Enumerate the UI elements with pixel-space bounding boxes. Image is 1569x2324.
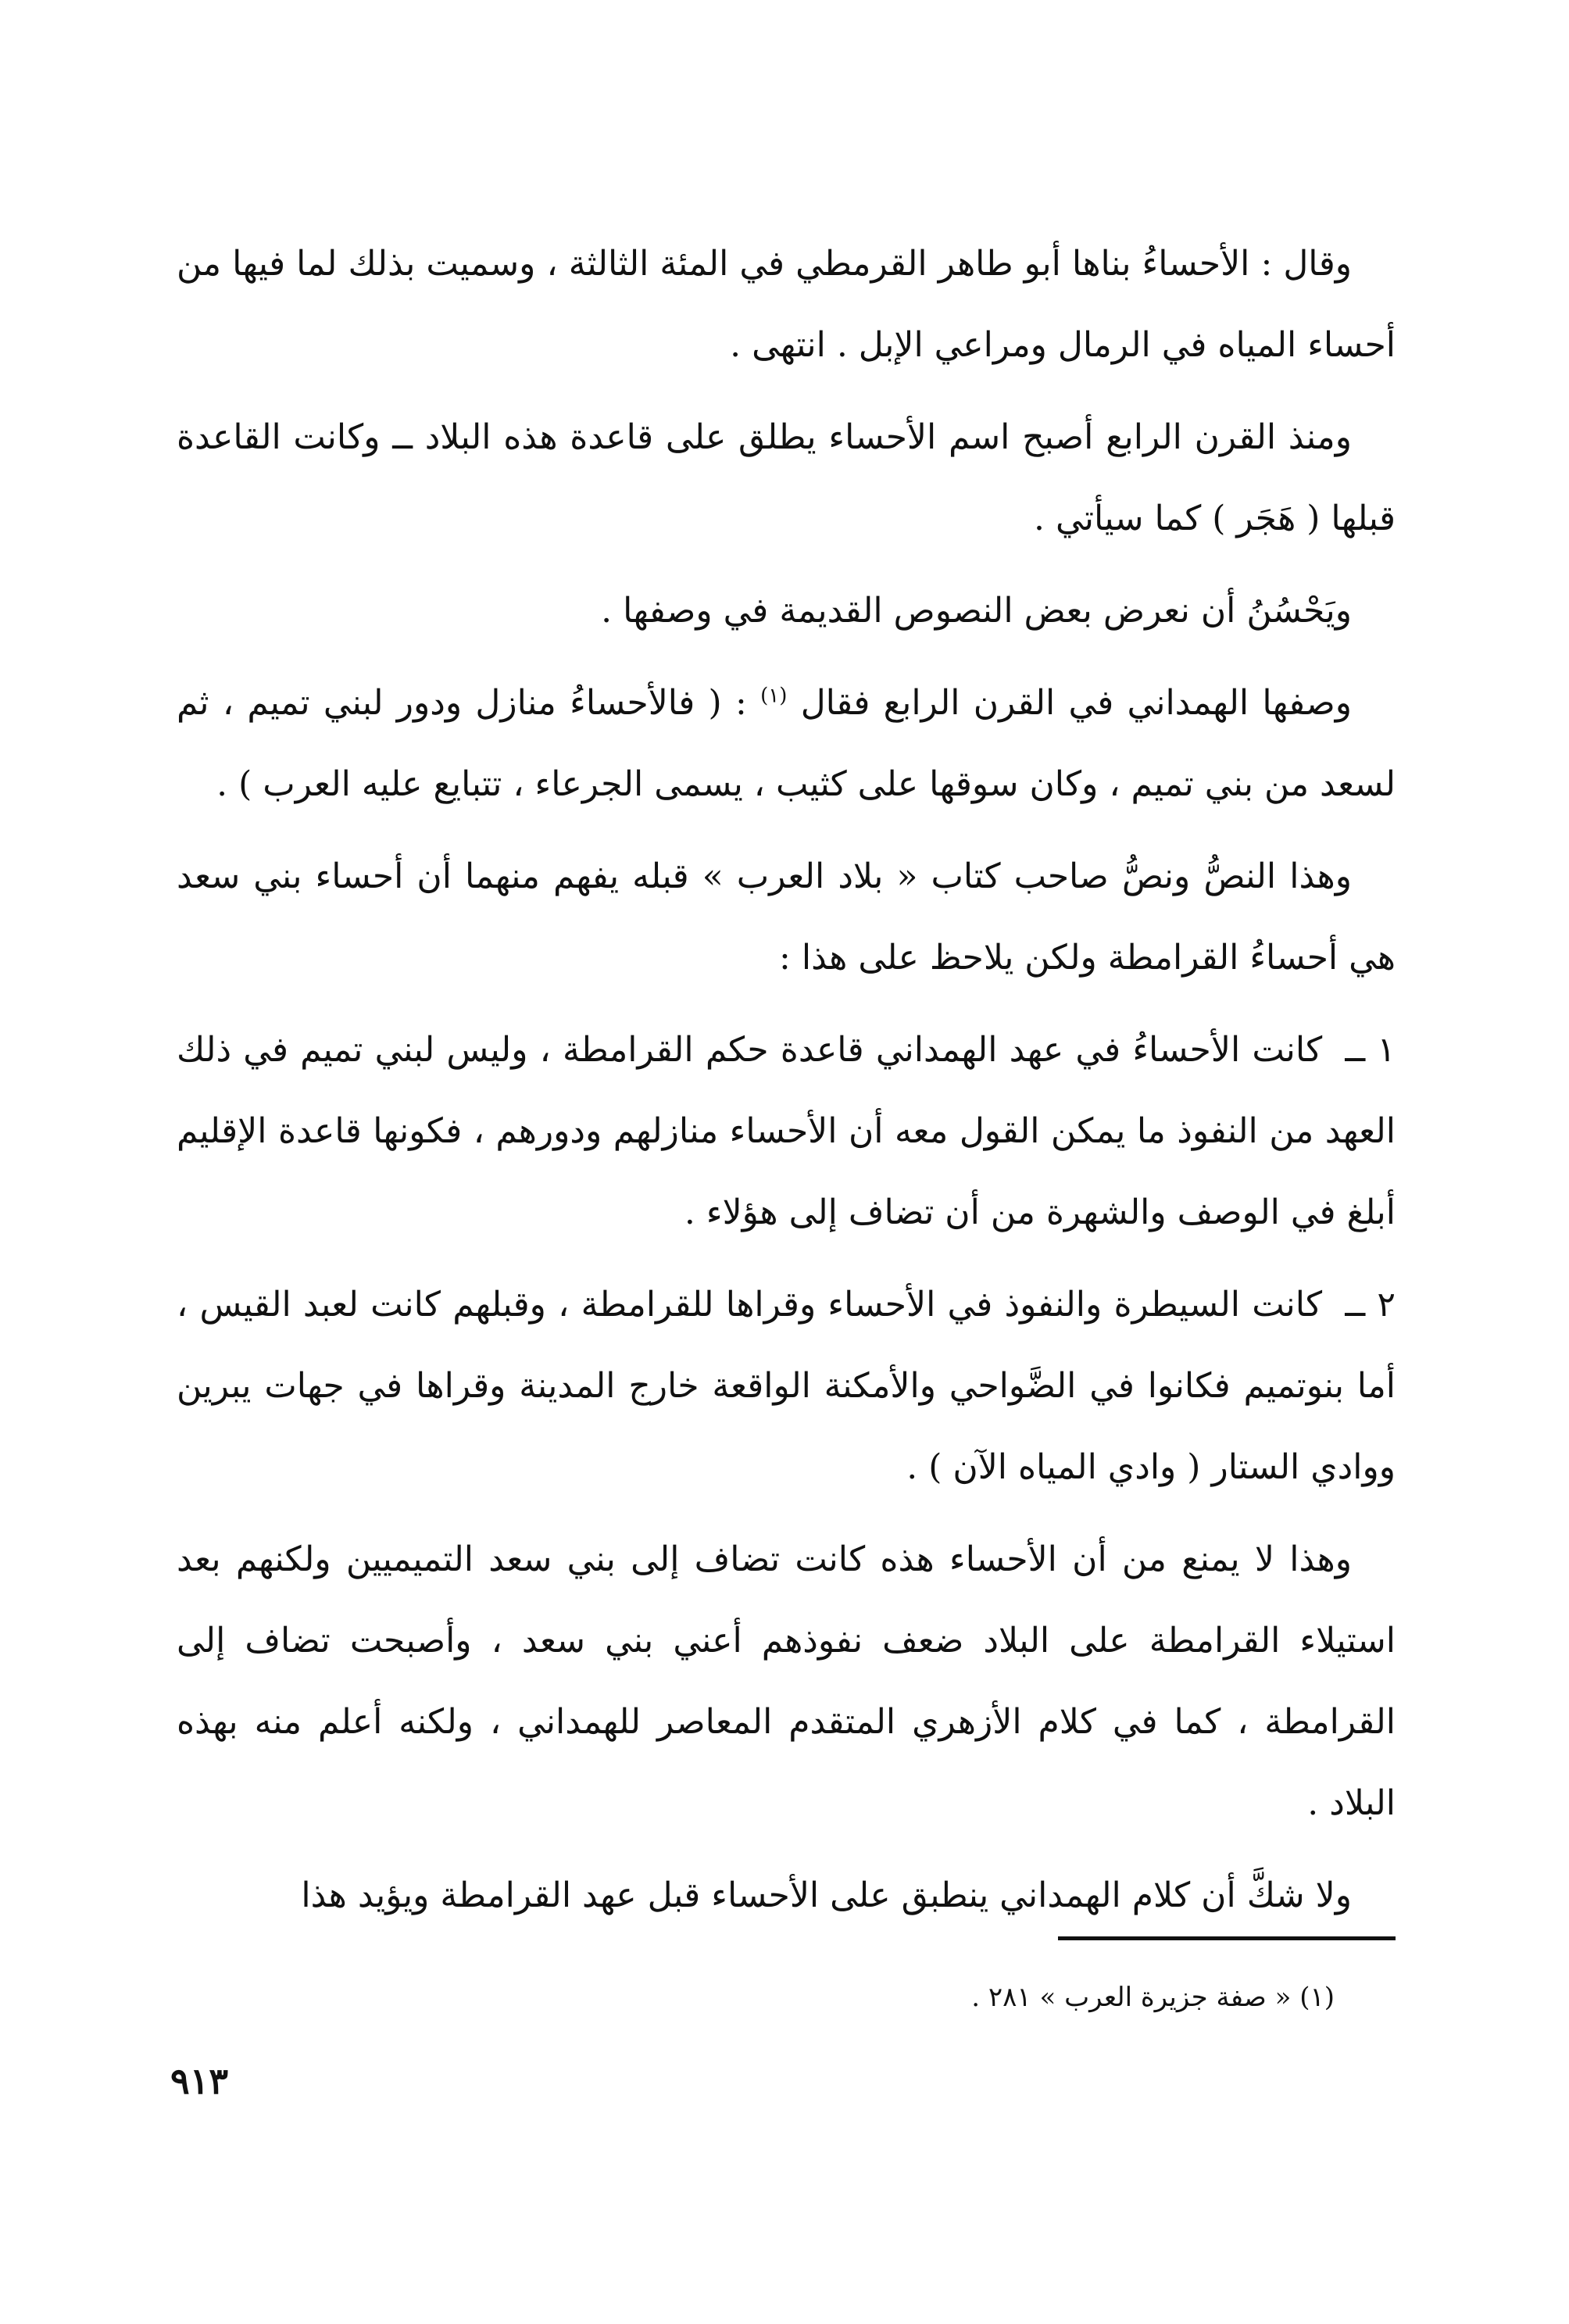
paragraph-text: وصفها الهمداني في القرن الرابع فقال <box>800 683 1352 723</box>
footnote-divider <box>1058 1936 1396 1940</box>
point-number: ١ ــ <box>1345 1030 1396 1070</box>
footnote: (١) « صفة جزيرة العرب » ٢٨١ . <box>971 1982 1335 2013</box>
point-number: ٢ ــ <box>1345 1285 1396 1325</box>
paragraph-text: ومنذ القرن الرابع أصبح اسم الأحساء يطلق على قاعدة هذه البلاد ــ وكانت القاعدة قبلها ( هَجَر ) كما سيأتي . <box>177 417 1396 538</box>
paragraph-text: وهذا النصُّ ونصُّ صاحب كتاب « بلاد العرب » قبله يفهم منهما أن أحساء بني سعد هي أحساءُ القرامطة ولكن يلاحظ على هذا : <box>177 856 1396 978</box>
main-text <box>177 223 1396 1947</box>
paragraph-text: وهذا لا يمنع من أن الأحساء هذه كانت تضاف إلى بني سعد التميميين ولكنهم بعد استيلاء القرامطة على البلاد ضعف نفوذهم أعني بني سعد ، وأصبحت تضاف إلى القرامطة ، كما في كلام الأزهري المتقدم المعاصر للهمداني ، ولكنه أعلم منه بهذه البلاد . <box>177 1539 1396 1823</box>
numbered-point-2 <box>177 1264 1396 1508</box>
paragraph-text-continued: : ( فالأحساءُ منازل ودور لبني تميم ، ثم لسعد من بني تميم ، وكان سوقها على كثيب ، يسمى الجرعاء ، تتبايع عليه العرب ) . <box>177 683 1396 804</box>
paragraph-text: كانت الأحساءُ في عهد الهمداني قاعدة حكم القرامطة ، وليس لبني تميم في ذلك العهد من النفوذ ما يمكن القول معه أن الأحساء منازلهم ودورهم ، فكونها قاعدة الإقليم أبلغ في الوصف والشهرة من أن تضاف إلى هؤلاء . <box>177 1030 1396 1232</box>
footnote-reference: (١) <box>760 684 788 708</box>
paragraph-6 <box>177 1519 1396 1844</box>
paragraph-text: ويَحْسُنُ أن نعرض بعض النصوص القديمة في وصفها . <box>601 591 1352 631</box>
paragraph-text: كانت السيطرة والنفوذ في الأحساء وقراها للقرامطة ، وقبلهم كانت لعبد القيس ، أما بنوتميم فكانوا في الضَّواحي والأمكنة الواقعة خارج المدينة وقراها في جهات يبرين ووادي الستار ( وادي المياه الآن ) . <box>177 1285 1396 1487</box>
paragraph-4 <box>177 663 1396 825</box>
paragraph-text: وقال : الأحساءُ بناها أبو طاهر القرمطي في المئة الثالثة ، وسميت بذلك لما فيها من أحساء المياه في الرمال ومراعي الإبل . انتهى . <box>177 244 1396 365</box>
paragraph-text: ولا شكَّ أن كلام الهمداني ينطبق على الأحساء قبل عهد القرامطة ويؤيد هذا <box>301 1875 1352 1915</box>
page-number: ٩١٣ <box>170 2060 229 2102</box>
paragraph-1 <box>177 223 1396 386</box>
paragraph-7 <box>177 1855 1396 1936</box>
numbered-point-1 <box>177 1010 1396 1253</box>
paragraph-3 <box>177 570 1396 652</box>
paragraph-5 <box>177 836 1396 999</box>
paragraph-2 <box>177 397 1396 560</box>
